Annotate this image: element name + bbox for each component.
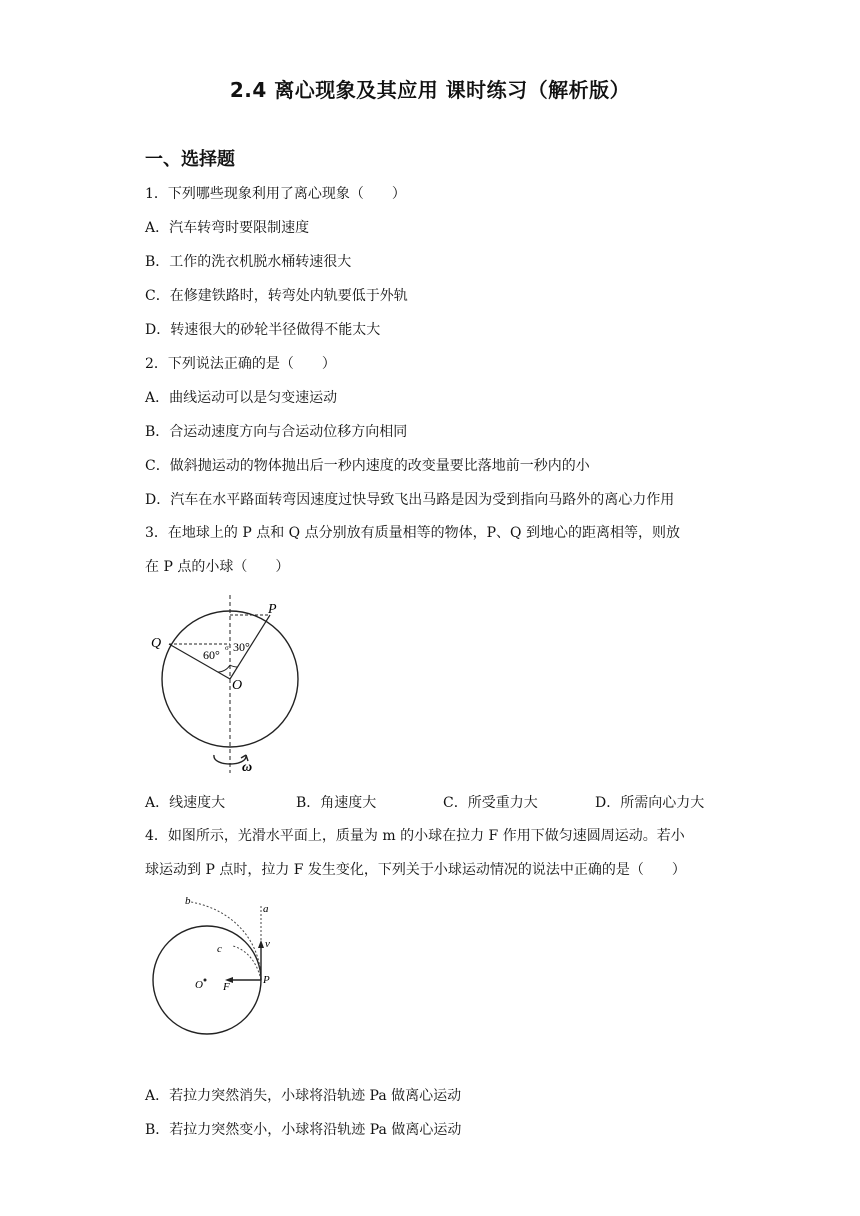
q3-stem-line1: 3．在地球上的 P 点和 Q 点分别放有质量相等的物体，P、Q 到地心的距离相等，则放 — [145, 525, 680, 541]
page-title: 2.4 离心现象及其应用 课时练习（解析版） — [229, 78, 631, 102]
q4-stem-line1: 4．如图所示，光滑水平面上，质量为 m 的小球在拉力 F 作用下做匀速圆周运动。若小 — [145, 828, 685, 844]
q2-option-c: C．做斜抛运动的物体抛出后一秒内速度的改变量要比落地前一秒内的小 — [145, 458, 590, 474]
label-f: F — [223, 981, 230, 993]
path-pb — [191, 902, 261, 980]
angle-60-label: 60° — [203, 648, 220, 662]
q3-stem-line2: 在 P 点的小球（ ） — [145, 559, 290, 575]
q3-earth-figure — [140, 595, 320, 780]
label-o: O — [195, 979, 203, 991]
q4-option-a: A．若拉力突然消失，小球将沿轨迹 Pa 做离心运动 — [145, 1088, 462, 1104]
path-pc — [233, 946, 261, 980]
q1-option-b: B．工作的洗衣机脱水桶转速很大 — [145, 254, 352, 270]
q3-option-d: D．所需向心力大 — [595, 795, 705, 811]
q4-stem-line2: 球运动到 P 点时，拉力 F 发生变化，下列关于小球运动情况的说法中正确的是（ ） — [145, 862, 686, 878]
label-p: P — [268, 602, 277, 617]
label-v: v — [265, 938, 270, 950]
q4-circular-motion-figure — [145, 888, 285, 1038]
q1-option-d: D．转速很大的砂轮半径做得不能太大 — [145, 322, 381, 338]
radius-oq — [169, 644, 230, 679]
label-q: Q — [151, 636, 162, 651]
label-a: a — [263, 903, 269, 915]
q1-option-c: C．在修建铁路时，转弯处内轨要低于外轨 — [145, 288, 408, 304]
velocity-arrowhead — [258, 940, 264, 948]
q2-stem: 2．下列说法正确的是（ ） — [145, 356, 336, 372]
q2-option-b: B．合运动速度方向与合运动位移方向相同 — [145, 424, 408, 440]
q1-stem: 1．下列哪些现象利用了离心现象（ ） — [145, 186, 406, 202]
q3-option-c: C．所受重力大 — [443, 795, 538, 811]
angle-arc-60 — [218, 665, 230, 672]
q2-option-a: A．曲线运动可以是匀变速运动 — [145, 390, 338, 406]
q3-option-b: B．角速度大 — [296, 795, 377, 811]
section-heading: 一、选择题 — [145, 149, 235, 170]
right-angle-mark: σ — [225, 644, 229, 652]
angle-arc-30 — [230, 665, 237, 667]
label-c: c — [217, 943, 222, 955]
q4-option-b: B．若拉力突然变小，小球将沿轨迹 Pa 做离心运动 — [145, 1122, 462, 1138]
angle-30-label: 30° — [233, 640, 250, 654]
center-dot — [204, 979, 207, 982]
q3-option-a: A．线速度大 — [145, 795, 226, 811]
label-o: O — [232, 678, 243, 693]
label-p: P — [263, 974, 270, 986]
label-omega: ω — [242, 760, 253, 775]
q2-option-d: D．汽车在水平路面转弯因速度过快导致飞出马路是因为受到指向马路外的离心力作用 — [145, 492, 675, 508]
q1-option-a: A．汽车转弯时要限制速度 — [145, 220, 310, 236]
label-b: b — [185, 895, 191, 907]
